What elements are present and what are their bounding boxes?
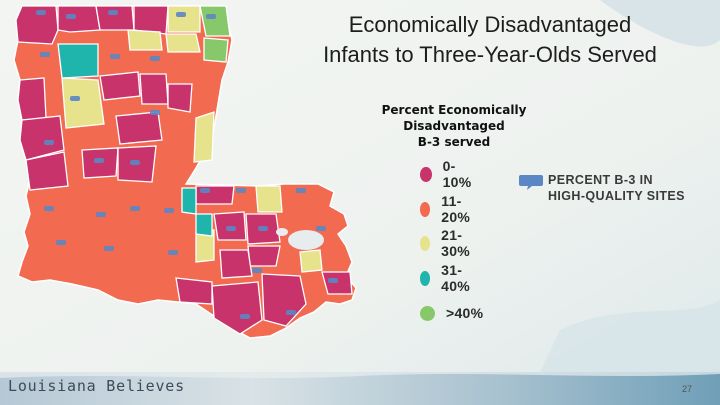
parish-tangipahoa xyxy=(256,186,282,212)
hq-legend-note xyxy=(518,172,698,204)
subtitle-line-2: Disadvantaged xyxy=(403,119,505,133)
map-subtitle xyxy=(370,102,538,150)
subtitle-line-1: Percent Economically xyxy=(381,103,527,117)
parish-avoyelles xyxy=(116,112,162,144)
parish-orleans xyxy=(300,250,322,272)
legend-label: 0-10% xyxy=(442,158,472,190)
parish-lincoln xyxy=(128,30,162,50)
footer-brand: Louisiana Believes xyxy=(8,377,185,395)
hq-line-1: PERCENT B-3 IN xyxy=(548,173,653,187)
legend-label: 31-40% xyxy=(441,262,471,294)
speech-bubble-icon xyxy=(518,174,544,191)
legend-item-21-30 xyxy=(420,227,475,259)
parish-sabine xyxy=(18,78,46,120)
lake-pontchartrain xyxy=(288,230,324,250)
parish-lasalle xyxy=(140,74,168,104)
parish-stbernard xyxy=(322,272,352,294)
parish-assumption xyxy=(220,250,252,278)
lake-maurepas xyxy=(276,228,288,236)
legend-swatch xyxy=(420,306,435,321)
parish-bienville xyxy=(58,44,98,78)
title-line-1: Economically Disadvantaged xyxy=(348,12,632,37)
title-line-2: Infants to Three-Year-Olds Served xyxy=(323,42,657,67)
legend-swatch xyxy=(420,167,432,182)
parish-natchitoches xyxy=(62,78,104,128)
subtitle-line-3: B-3 served xyxy=(417,135,491,149)
legend-swatch xyxy=(420,202,430,217)
parish-westcarroll xyxy=(168,6,200,32)
legend-item-0-10 xyxy=(420,158,475,190)
legend-swatch xyxy=(420,271,430,286)
legend-item-31-40 xyxy=(420,262,475,294)
parish-concordia xyxy=(194,112,214,162)
legend-item-over-40 xyxy=(420,301,483,325)
parish-morehouse xyxy=(134,6,168,34)
parish-ouachita xyxy=(166,34,200,52)
parish-stmary xyxy=(176,278,212,304)
legend-label: >40% xyxy=(446,305,484,321)
parish-union xyxy=(96,6,134,30)
parish-eastcarroll xyxy=(200,6,230,36)
legend-swatch xyxy=(420,236,430,251)
parish-westbatonrouge xyxy=(196,214,212,236)
parish-claiborne xyxy=(58,6,100,32)
parish-stjames xyxy=(248,246,280,266)
parish-madison xyxy=(204,38,228,62)
page-number: 27 xyxy=(682,384,693,394)
legend-label: 11-20% xyxy=(441,193,471,225)
parish-grant xyxy=(100,72,140,100)
parish-catahoula xyxy=(168,84,192,112)
parish-pointecoupee xyxy=(182,188,196,214)
hq-line-2: HIGH-QUALITY SITES xyxy=(548,189,685,203)
legend-item-11-20 xyxy=(420,193,475,225)
legend-label: 21-30% xyxy=(441,227,471,259)
slide-title xyxy=(280,10,700,70)
